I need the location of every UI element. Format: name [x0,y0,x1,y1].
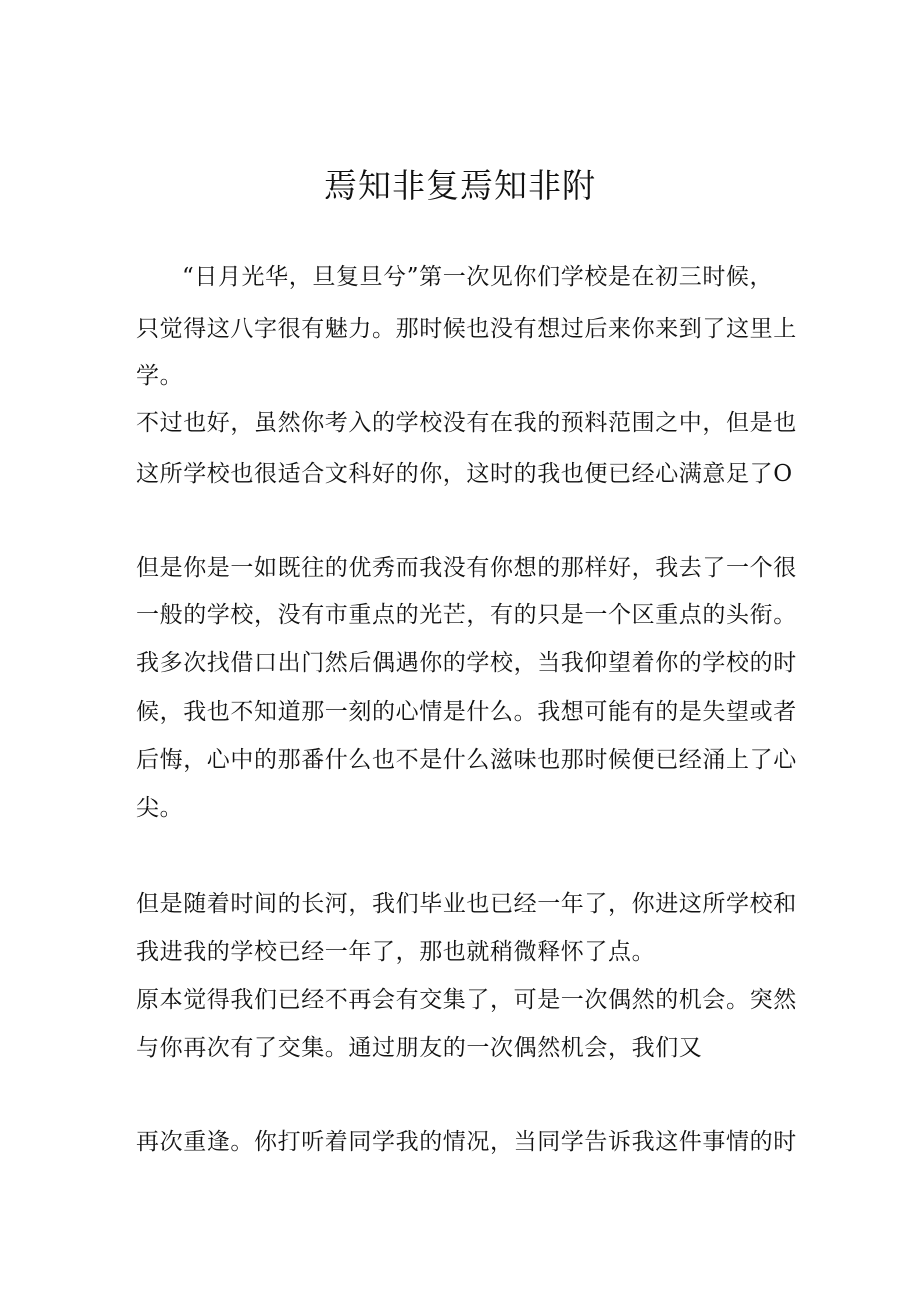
paragraph-line: 但是随着时间的长河，我们毕业也已经一年了，你进这所学校和 [136,891,797,917]
paragraph-line: 原本觉得我们已经不再会有交集了，可是一次偶然的机会。突然 [136,987,797,1013]
paragraph-line: 但是你是一如既往的优秀而我没有你想的那样好，我去了一个很 [136,555,797,581]
paragraph-line: 与你再次有了交集。通过朋友的一次偶然机会，我们又 [136,1035,703,1061]
paragraph-line: 尖。 [136,795,184,821]
paragraph-line: 我多次找借口出门然后偶遇你的学校，当我仰望着你的学校的时 [136,650,797,676]
document-title: 焉知非复焉知非附 [324,166,596,205]
paragraph-line: 不过也好，虽然你考入的学校没有在我的预料范围之中，但是也 [136,410,797,436]
paragraph-line: 后悔，心中的那番什么也不是什么滋味也那时候便已经涌上了心 [136,747,797,773]
paragraph-line: 再次重逢。你打听着同学我的情况，当同学告诉我这件事情的时 [136,1129,797,1155]
paragraph-line: 候，我也不知道那一刻的心情是什么。我想可能有的是失望或者 [136,699,797,725]
paragraph-line: 只觉得这八字很有魅力。那时候也没有想过后来你来到了这里上 [136,316,797,342]
paragraph-line: 学。 [136,363,184,389]
paragraph-line: 我进我的学校已经一年了，那也就稍微释怀了点。 [136,939,656,965]
paragraph-line: “日月光华，旦复旦兮”第一次见你们学校是在初三时候， [182,264,774,290]
paragraph-line: 这所学校也很适合文科好的你，这时的我也便已经心满意足了O [136,461,793,487]
paragraph-line: 一般的学校，没有市重点的光芒，有的只是一个区重点的头衔。 [136,602,797,628]
